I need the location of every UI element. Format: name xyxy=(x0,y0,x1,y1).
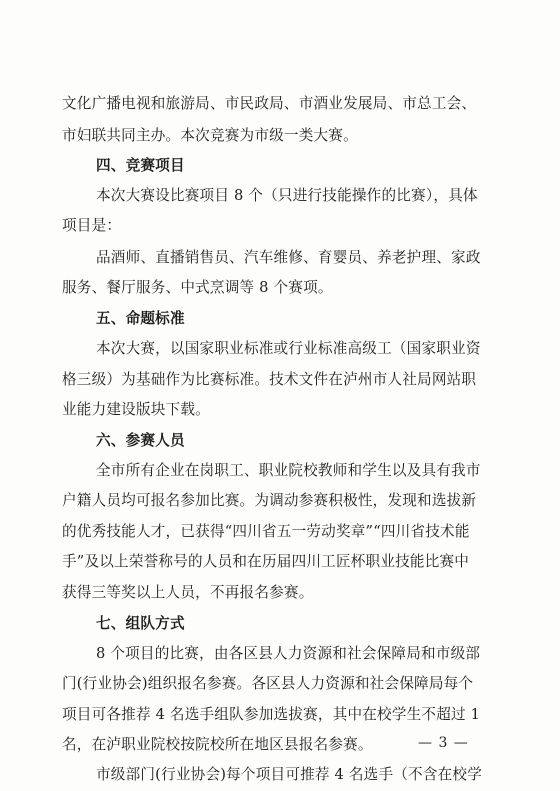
body-text-line: 户籍人员均可报名参加比赛。为调动参赛积极性，发现和选拔新 xyxy=(62,492,477,509)
body-text-line: 业能力建设版块下载。 xyxy=(62,401,210,418)
body-text-line: 项目可各推荐 4 名选手组队参加选拔赛，其中在校学生不超过 1 xyxy=(62,706,481,723)
body-text-line: 的优秀技能人才，已获得“四川省五一劳动奖章”“四川省技术能 xyxy=(62,523,470,540)
body-text-line: 品酒师、直播销售员、汽车维修、育婴员、养老护理、家政 xyxy=(96,249,481,266)
body-text-line: 项目是： xyxy=(62,217,122,234)
body-text-line: 门(行业协会)组织报名参赛。各区县人力资源和社会保障局每个 xyxy=(62,675,474,692)
body-text-line: 市级部门(行业协会)每个项目可推荐 4 名选手（不含在校学 xyxy=(96,766,483,783)
body-text-line: 获得三等奖以上人员，不再报名参赛。 xyxy=(62,584,314,601)
body-text-line: 格三级）为基础作为比赛标准。技术文件在泸州市人社局网站职 xyxy=(62,371,477,388)
page-number: — 3 — xyxy=(418,735,469,751)
body-text-line: 本次大赛设比赛项目 8 个（只进行技能操作的比赛），具体 xyxy=(96,187,478,204)
body-text-line: 文化广播电视和旅游局、市民政局、市酒业发展局、市总工会、 xyxy=(62,95,477,112)
body-text-line: 8 个项目的比赛，由各区县人力资源和社会保障局和市级部 xyxy=(96,645,481,662)
body-text-line: 市妇联共同主办。本次竞赛为市级一类大赛。 xyxy=(62,127,358,144)
body-text-line: 本次大赛，以国家职业标准或行业标准高级工（国家职业资 xyxy=(96,340,481,357)
section-heading-proposition-standard: 五、命题标准 xyxy=(96,310,185,327)
section-heading-participants: 六、参赛人员 xyxy=(96,432,185,449)
body-text-line: 全市所有企业在岗职工、职业院校教师和学生以及具有我市 xyxy=(96,462,481,479)
section-heading-competition-items: 四、竞赛项目 xyxy=(96,157,185,174)
body-text-line: 服务、餐厅服务、中式烹调等 8 个赛项。 xyxy=(62,279,333,296)
section-heading-team-formation: 七、组队方式 xyxy=(96,615,185,632)
body-text-line: 名，在泸职业院校按院校所在地区县报名参赛。 xyxy=(62,736,373,753)
body-text-line: 手”及以上荣誉称号的人员和在历届四川工匠杯职业技能比赛中 xyxy=(62,553,470,570)
